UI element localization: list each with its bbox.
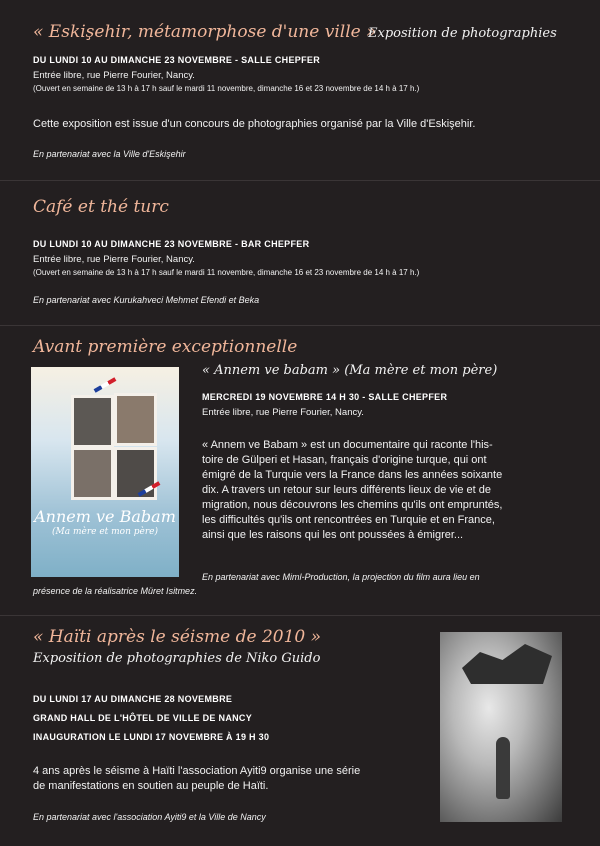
description-line: de manifestations en soutien au peuple de Haïti. <box>33 780 269 792</box>
description-line: 4 ans après le séisme à Haïti l'association Ayiti9 organise une série <box>33 765 361 777</box>
rubble-shape <box>462 644 552 684</box>
section1-hours: (Ouvert en semaine de 13 h à 17 h sauf le mardi 11 novembre, dimanche 16 et 23 novembre de 14 h à 17 h.) <box>33 84 420 93</box>
haiti-photo <box>440 632 562 822</box>
section1-address: Entrée libre, rue Pierre Fourier, Nancy. <box>33 70 195 81</box>
section1-dates: DU LUNDI 10 AU DIMANCHE 23 NOVEMBRE - SALLE CHEPFER <box>33 55 320 65</box>
section4-description <box>33 764 433 794</box>
poster-photo-1 <box>71 395 114 448</box>
child-silhouette <box>496 737 510 799</box>
section2-hours: (Ouvert en semaine de 13 h à 17 h sauf le mardi 11 novembre, dimanche 16 et 23 novembre de 14 h à 17 h.) <box>33 268 420 277</box>
section4-title: « Haïti après le séisme de 2010 » <box>33 627 322 647</box>
section2-address: Entrée libre, rue Pierre Fourier, Nancy. <box>33 254 195 265</box>
description-line: dix. A travers un retour sur leurs différents lieux de vie et de <box>202 484 492 496</box>
section4-partner: En partenariat avec l'association Ayiti9 et la Ville de Nancy <box>33 812 266 822</box>
divider <box>0 180 600 181</box>
section4-subtitle: Exposition de photographies de Niko Guido <box>33 651 321 666</box>
section1-partner: En partenariat avec la Ville d'Eskişehir <box>33 149 186 159</box>
description-line: toire de Gülperi et Hasan, français d'origine turque, qui ont <box>202 454 487 466</box>
poster-photo-3 <box>71 447 114 500</box>
section2-partner: En partenariat avec Kurukahveci Mehmet Efendi et Beka <box>33 295 260 305</box>
poster-photo-4 <box>114 447 157 500</box>
divider <box>0 325 600 326</box>
section4-venue: GRAND HALL DE L'HÔTEL DE VILLE DE NANCY <box>33 713 253 723</box>
section3-partner-2: présence de la réalisatrice Müret Isitmez. <box>33 586 198 596</box>
section1-title: « Eskişehir, métamorphose d'une ville » <box>33 22 377 42</box>
poster-subtitle: (Ma mère et mon père) <box>52 527 158 537</box>
film-title: « Annem ve babam » (Ma mère et mon père) <box>202 363 498 378</box>
section3-partner-1: En partenariat avec Miml-Production, la projection du film aura lieu en <box>202 572 480 582</box>
description-line: ainsi que les raisons qui les ont poussées à émigrer... <box>202 529 464 541</box>
film-poster <box>31 367 179 577</box>
description-line: les difficultés qu'ils ont rencontrées en Turquie et en France, <box>202 514 495 526</box>
flag-stripe-icon <box>94 377 117 392</box>
section4-dates: DU LUNDI 17 AU DIMANCHE 28 NOVEMBRE <box>33 694 233 704</box>
section1-description: Cette exposition est issue d'un concours de photographies organisé par la Ville d'Eskişehir. <box>33 118 476 130</box>
section3-title: Avant première exceptionnelle <box>33 337 298 357</box>
divider <box>0 615 600 616</box>
section2-dates: DU LUNDI 10 AU DIMANCHE 23 NOVEMBRE - BAR CHEPFER <box>33 239 310 249</box>
section3-description <box>202 438 597 543</box>
description-line: migration, nous découvrons les chemins qu'ils ont empruntés, <box>202 499 503 511</box>
section2-title: Café et thé turc <box>33 197 169 217</box>
poster-title: Annem ve Babam <box>34 507 176 526</box>
section3-address: Entrée libre, rue Pierre Fourier, Nancy. <box>202 407 364 418</box>
section1-subtitle: Exposition de photographies <box>368 26 557 41</box>
poster-photo-2 <box>114 393 157 446</box>
description-line: « Annem ve Babam » est un documentaire qui raconte l'his- <box>202 439 493 451</box>
description-line: émigré de la Turquie vers la France dans les années soixante <box>202 469 503 481</box>
section3-dates: MERCREDI 19 NOVEMBRE 14 H 30 - SALLE CHEPFER <box>202 392 448 402</box>
section4-inauguration: INAUGURATION LE LUNDI 17 NOVEMBRE À 19 H 30 <box>33 732 270 742</box>
